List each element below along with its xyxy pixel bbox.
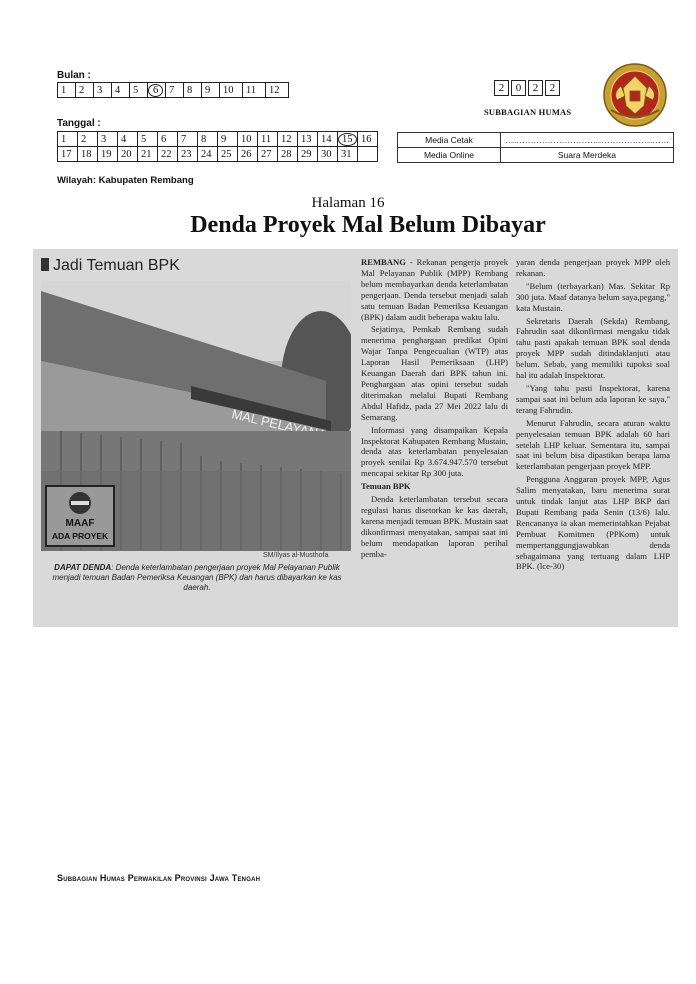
bulan-grid [57,82,289,98]
bulan-number: 4 [115,84,121,96]
bulan-number: 7 [169,84,175,96]
photo-caption [47,563,347,593]
media-table [397,132,674,163]
tanggal-number: 25 [221,148,232,160]
sign-line2: ADA PROYEK [51,531,109,541]
tanggal-number: 20 [121,148,132,160]
article-subhead: Temuan BPK [361,481,411,492]
tanggal-cell [58,147,78,162]
tanggal-cell [258,132,278,147]
bulan-cell [202,83,220,98]
bulan-number: 8 [187,84,193,96]
section-marker [41,258,49,271]
article-paragraph: yaran denda pengerjaan proyek MPP oleh rekanan. [516,257,670,278]
wilayah-label: Wilayah: Kabupaten Rembang [57,175,194,186]
bulan-cell [166,83,184,98]
tanggal-number: 19 [101,148,112,160]
article-paragraph: Pengguna Anggaran proyek MPP, Agus Salim menyatakan, baru menerima surat untuk tindak lanjut atas LHP BKP dari Bupati Rembang pada Senin (13/6) lalu. Rencananya ia akan memerintahkan Pejabat Pembuat Komitmen (PPKom) untuk mempertanggungjawabkan denda sebagaimana yang tertuang dalam LHP BPK. (lce-30) [516,474,670,572]
tanggal-number: 12 [281,133,292,145]
tanggal-number: 29 [301,148,312,160]
tanggal-number: 31 [341,148,352,160]
tanggal-cell [138,147,158,162]
bulan-cell [266,83,289,98]
tahun-digit: 2 [528,80,543,96]
media-cetak-label: Media Cetak [398,133,501,148]
tanggal-cell [118,147,138,162]
bulan-cell [130,83,148,98]
article-paragraph: "Belum (terbayarkan) Mas. Sekitar Rp 300 juta. Maaf datanya belum saya,pegang," kata Mustain. [516,280,670,313]
bulan-cell [94,83,112,98]
tahun-digit: 2 [494,80,509,96]
halaman-label: Halaman 16 [311,195,385,211]
tanggal-cell [158,147,178,162]
bulan-cell [220,83,243,98]
bulan-number: 10 [223,84,234,96]
bulan-label: Bulan : [57,70,91,81]
tanggal-number: 9 [221,133,227,145]
article-paragraph: Sejatinya, Pemkab Rembang sudah menerima penghargaan predikat Opini Wajar Tanpa Pengecualian (WTP) atas Laporan Hasil Pemeriksaan (LHP) Keuangan Daerah dari BPK tahun ini. Penghargaan atas opini tersebut sudah diterimakan melalui Bupati Rembang Abdul Hafidz, pada 27 Mei 2022 lalu di Semarang. [361,324,508,422]
tanggal-cell [278,147,298,162]
tanggal-cell [238,132,258,147]
media-online-value: Suara Merdeka [501,148,674,163]
bulan-cell [76,83,94,98]
headline: Denda Proyek Mal Belum Dibayar [190,212,546,238]
tanggal-number: 24 [201,148,212,160]
tanggal-number: 11 [261,133,272,145]
bulan-cell [112,83,130,98]
tanggal-number: 2 [81,133,87,145]
article-paragraph: Denda keterlambatan tersebut secara regulasi harus disetorkan ke kas daerah, karena menjadi temuan BPK. Mustain saat dikonfirmasi menyatakan, sampai saat ini belum mendapatkan laporan perihal pemba- [361,494,508,559]
newspaper-clipping [33,249,678,627]
tanggal-number: 8 [201,133,207,145]
tanggal-cell [238,147,258,162]
tanggal-cell [178,132,198,147]
article-column-1 [361,257,508,625]
tanggal-cell [298,147,318,162]
tanggal-number: 5 [141,133,147,145]
tanggal-number: 27 [261,148,272,160]
tahun-digit: 2 [545,80,560,96]
tanggal-number: 26 [241,148,252,160]
tanggal-cell [98,132,118,147]
tanggal-number: 3 [101,133,107,145]
section-title [41,257,180,275]
tanggal-cell [58,132,78,147]
tanggal-cell [198,132,218,147]
bulan-cell [184,83,202,98]
tanggal-number: 23 [181,148,192,160]
tanggal-cell [98,147,118,162]
bulan-selected: 6 [148,84,163,97]
bulan-number: 11 [246,84,257,96]
tanggal-cell [78,147,98,162]
media-online-label: Media Online [398,148,501,163]
article-paragraph: - Rekanan pengerja proyek Mal Pelayanan Publik (MPP) Rembang belum membayarkan denda keterlambatan pengerjaan. Denda tersebut menjadi salah satu temuan Badan Pemeriksa Keuangan (BPK) dalam audit beberapa waktu lalu. [361,257,508,322]
tanggal-number: 7 [181,133,187,145]
bulan-number: 9 [205,84,211,96]
tanggal-cell [278,132,298,147]
tanggal-cell [138,132,158,147]
tanggal-cell [298,132,318,147]
tanggal-number: 6 [161,133,167,145]
tanggal-number: 22 [161,148,172,160]
footer-org: Subbagian Humas Perwakilan Provinsi Jawa Tengah [57,873,261,883]
tanggal-number: 10 [241,133,252,145]
article-paragraph: "Yang tahu pasti Inspektorat, karena sampai saat ini belum ada laporan ke saya," terang Fahrudin. [516,382,670,415]
tanggal-cell [178,147,198,162]
bulan-cell [148,83,166,98]
subbagian-humas-label: SUBBAGIAN HUMAS [484,107,572,117]
media-cetak-value: …………………………………………………. [501,133,674,148]
tahun-boxes [492,80,562,96]
bulan-cell [243,83,266,98]
caption-text: : Denda keterlambatan pengerjaan proyek Mal Pelayanan Publik menjadi temuan Badan Pemeriksa Keuangan (BPK) dan harus dibayarkan ke kas daerah. [52,563,342,592]
bulan-cell [58,83,76,98]
bulan-number: 1 [61,84,67,96]
tanggal-cell [358,132,378,147]
bulan-number: 3 [97,84,103,96]
tanggal-cell [338,132,358,147]
tanggal-label: Tanggal : [57,118,101,129]
caption-lead: DAPAT DENDA [54,563,112,572]
tanggal-selected: 15 [338,133,357,146]
tahun-digit: 0 [511,80,526,96]
tanggal-cell [338,147,358,162]
article-column-2 [516,257,670,625]
tanggal-number: 18 [81,148,92,160]
tanggal-cell [318,132,338,147]
tanggal-cell [258,147,278,162]
tanggal-cell [78,132,98,147]
tanggal-cell [118,132,138,147]
news-photo [41,281,351,551]
section-title-text: Jadi Temuan BPK [53,257,180,274]
tanggal-number: 1 [61,133,67,145]
tanggal-number: 28 [281,148,292,160]
tanggal-cell [198,147,218,162]
tanggal-grid [57,131,378,162]
article-paragraph: Menurut Fahrudin, secara aturan waktu penyelesaian temuan BPK adalah 60 hari setelah LHP keluar. Sementara itu, sampai saat ini belum bisa dipastikan berapa lama keterlambatan pengerjaan proyek MPP. [516,417,670,472]
tanggal-number: 16 [361,133,372,145]
provincial-emblem-logo [601,62,669,128]
dateline: REMBANG [361,257,406,267]
tanggal-cell [218,132,238,147]
tanggal-number: 13 [301,133,312,145]
tanggal-cell [218,147,238,162]
tanggal-cell [318,147,338,162]
photo-credit: SM/Ilyas al-Musthofa [263,552,329,559]
tanggal-number: 21 [141,148,152,160]
tanggal-cell [358,147,378,162]
bulan-number: 2 [79,84,85,96]
tanggal-number: 14 [321,133,332,145]
bulan-number: 12 [269,84,280,96]
article-paragraph: Sekretaris Daerah (Sekda) Rembang, Fahrudin saat dikonfirmasi mengaku tidak tahu pasti apakah temuan BPK soal denda proyek MPP sudah ditindaklanjuti atau belum. Sebab, yang memiliki tupoksi soal hal itu adalah Inspektorat. [516,315,670,381]
bulan-number: 5 [133,84,139,96]
tanggal-number: 17 [61,148,72,160]
tanggal-number: 30 [321,148,332,160]
tanggal-cell [158,132,178,147]
tanggal-number: 4 [121,133,127,145]
sign-line1: MAAF [65,518,95,529]
article-paragraph: Informasi yang disampaikan Kepala Inspektorat Kabupaten Rembang Mustain, denda atas keterlambatan penyelesaian proyek senilai Rp 3.674.947.570 tersebut mencapai sekitar Rp 300 juta. [361,424,508,479]
